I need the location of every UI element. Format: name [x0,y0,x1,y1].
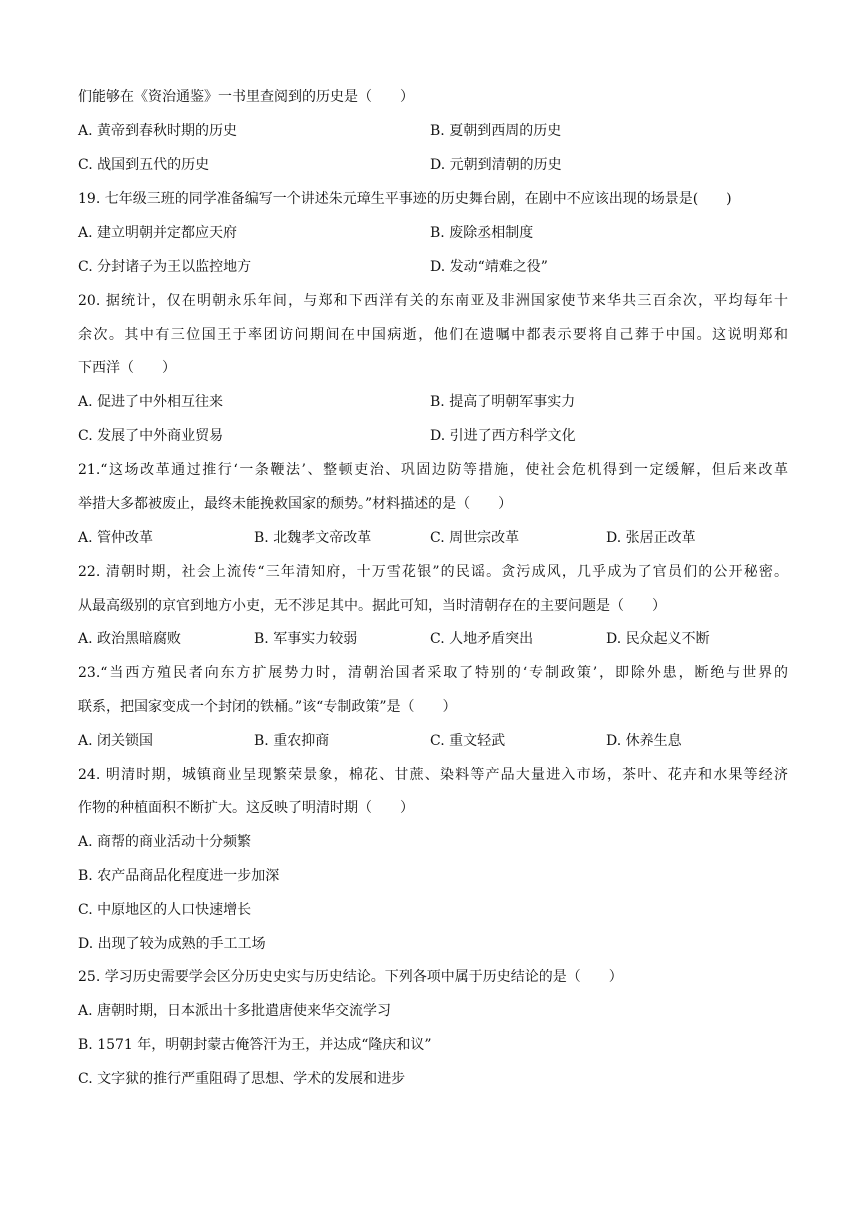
q20-stem-line-3: 下西洋（ ） [78,360,176,376]
q20-stem-line-2: 余次。其中有三位国王于率团访问期间在中国病逝，他们在遗嘱中都表示要将自己葬于中国。这说明郑和 [78,327,788,343]
q24-option-a: A. 商帮的商业活动十分频繁 [78,834,252,850]
q19-option-c: C. 分封诸子为王以监控地方 [78,259,252,275]
q19-option-b: B. 废除丞相制度 [430,225,534,241]
q18-option-a: A. 黄帝到春秋时期的历史 [78,123,238,139]
q24-option-c: C. 中原地区的人口快速增长 [78,902,252,918]
q23-option-d: D. 休养生息 [606,733,682,749]
q21-option-a: A. 管仲改革 [78,530,154,546]
q19-stem: 19. 七年级三班的同学准备编写一个讲述朱元璋生平事迹的历史舞台剧，在剧中不应该出现的场景是( ) [78,191,732,207]
q25-stem: 25. 学习历史需要学会区分历史史实与历史结论。下列各项中属于历史结论的是（ ） [78,969,623,985]
q23-option-a: A. 闭关锁国 [78,733,154,749]
q24-option-d: D. 出现了较为成熟的手工工场 [78,936,266,952]
q25-option-a: A. 唐朝时期，日本派出十多批遣唐使来华交流学习 [78,1003,392,1019]
q23-option-b: B. 重农抑商 [254,733,330,749]
q20-option-b: B. 提高了明朝军事实力 [430,394,576,410]
q21-stem-line-1: 21.“这场改革通过推行‘一条鞭法’、整顿吏治、巩固边防等措施，使社会危机得到一定缓解，但后来改革 [78,462,788,478]
q25-option-c: C. 文字狱的推行严重阻碍了思想、学术的发展和进步 [78,1071,406,1087]
q20-option-d: D. 引进了西方科学文化 [430,428,576,444]
q24-option-b: B. 农产品商品化程度进一步加深 [78,868,280,884]
q23-stem-line-2: 联系，把国家变成一个封闭的铁桶。”该“专制政策”是（ ） [78,699,457,715]
q20-option-c: C. 发展了中外商业贸易 [78,428,224,444]
q22-stem-line-2: 从最高级别的京官到地方小吏，无不涉足其中。据此可知，当时清朝存在的主要问题是（ ） [78,598,666,614]
q22-stem-line-1: 22. 清朝时期，社会上流传“三年清知府，十万雪花银”的民谣。贪污成风，几乎成为了官员们的公开秘密。 [78,564,788,580]
q22-option-b: B. 军事实力较弱 [254,631,358,647]
q23-option-c: C. 重文轻武 [430,733,506,749]
q19-option-a: A. 建立明朝并定都应天府 [78,225,238,241]
q22-option-c: C. 人地矛盾突出 [430,631,534,647]
q21-option-c: C. 周世宗改革 [430,530,520,546]
q22-option-d: D. 民众起义不断 [606,631,710,647]
q20-stem-line-1: 20. 据统计，仅在明朝永乐年间，与郑和下西洋有关的东南亚及非洲国家使节来华共三百余次，平均每年十 [78,293,788,309]
q18-stem-continuation: 们能够在《资治通鉴》一书里查阅到的历史是（ ） [78,89,414,105]
q24-stem-line-2: 作物的种植面积不断扩大。这反映了明清时期（ ） [78,800,414,816]
q21-stem-line-2: 举措大多都被废止，最终未能挽救国家的颓势。”材料描述的是（ ） [78,496,513,512]
q18-option-c: C. 战国到五代的历史 [78,157,210,173]
q18-option-d: D. 元朝到清朝的历史 [430,157,562,173]
q23-stem-line-1: 23.“当西方殖民者向东方扩展势力时，清朝治国者采取了特别的‘专制政策’，即除外患，断绝与世界的 [78,665,788,681]
q19-option-d: D. 发动“靖难之役” [430,259,548,275]
q20-option-a: A. 促进了中外相互往来 [78,394,224,410]
q21-option-d: D. 张居正改革 [606,530,696,546]
q25-option-b: B. 1571 年，明朝封蒙古俺答汗为王，并达成“隆庆和议” [78,1037,432,1053]
q18-option-b: B. 夏朝到西周的历史 [430,123,562,139]
q21-option-b: B. 北魏孝文帝改革 [254,530,372,546]
q22-option-a: A. 政治黑暗腐败 [78,631,182,647]
q24-stem-line-1: 24. 明清时期，城镇商业呈现繁荣景象，棉花、甘蔗、染料等产品大量进入市场，茶叶、花卉和水果等经济 [78,767,788,783]
